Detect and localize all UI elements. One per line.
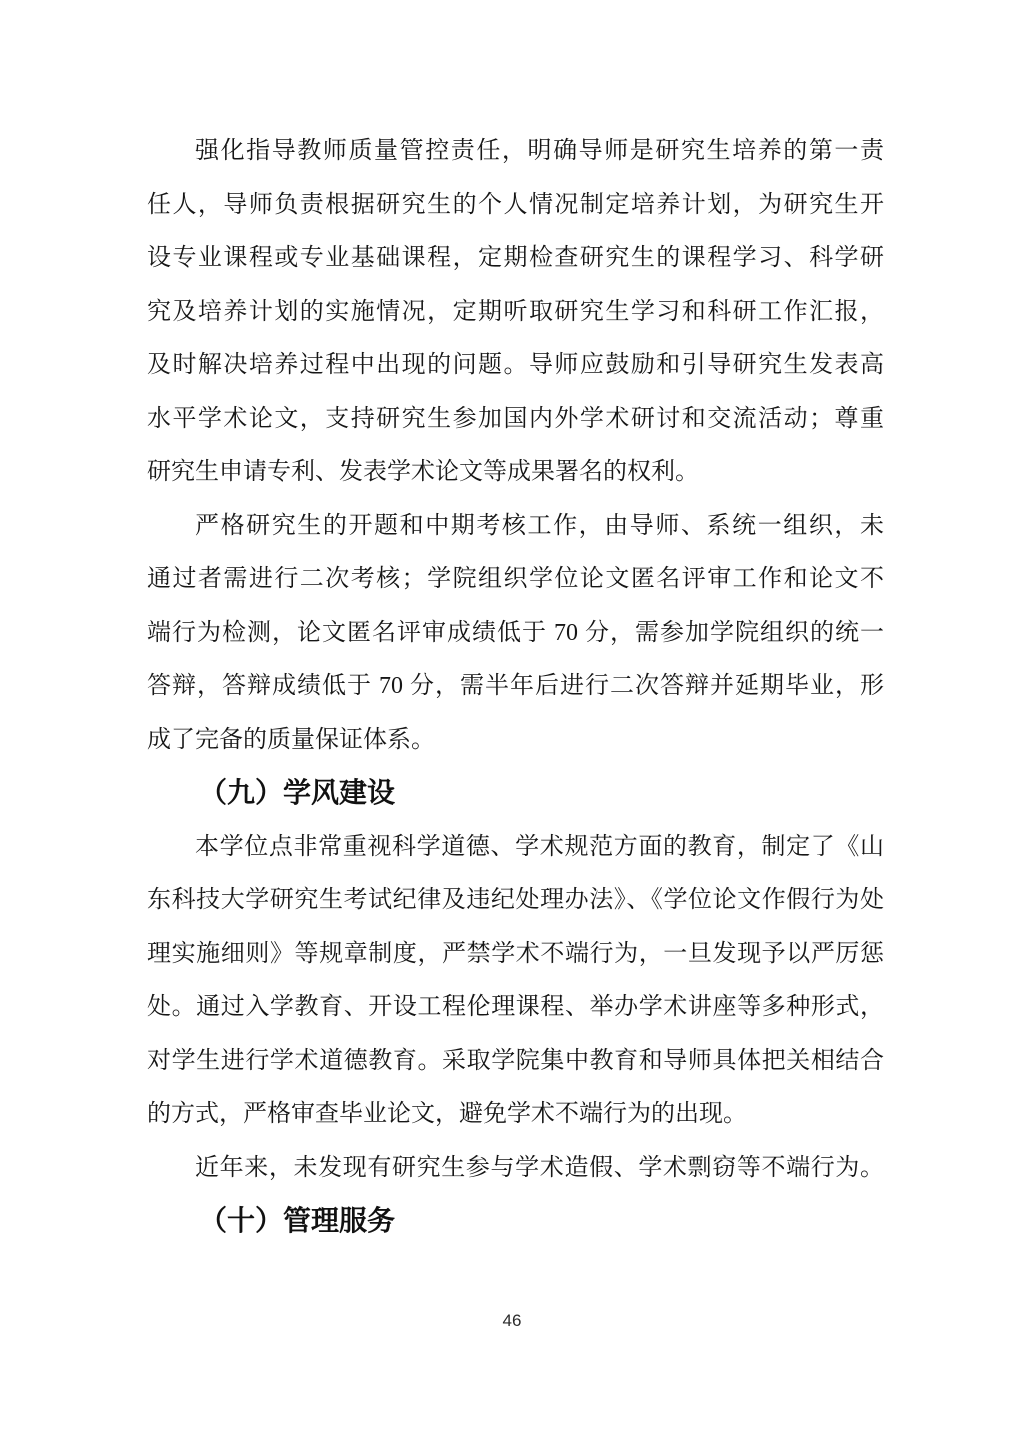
- body-text-line: 设专业课程或专业基础课程，定期检查研究生的课程学习、科学研: [147, 245, 884, 271]
- body-text-line: 近年来，未发现有研究生参与学术造假、学术剽窃等不端行为。: [195, 1154, 884, 1181]
- body-text-line: 及时解决培养过程中出现的问题。导师应鼓励和引导研究生发表高: [147, 352, 884, 378]
- body-text-line: 本学位点非常重视科学道德、学术规范方面的教育，制定了《山: [195, 833, 884, 860]
- body-text-line: 通过者需进行二次考核；学院组织学位论文匿名评审工作和论文不: [147, 566, 884, 592]
- body-text-line: 端行为检测，论文匿名评审成绩低于 70 分，需参加学院组织的统一: [147, 619, 884, 646]
- body-text-line: 的方式，严格审查毕业论文，避免学术不端行为的出现。: [147, 1101, 747, 1127]
- body-text-line: 研究生申请专利、发表学术论文等成果署名的权利。: [147, 459, 699, 485]
- body-text-line: 对学生进行学术道德教育。采取学院集中教育和导师具体把关相结合: [147, 1047, 884, 1074]
- body-text-line: 东科技大学研究生考试纪律及违纪处理办法》、《学位论文作假行为处: [147, 887, 884, 913]
- document-body: [147, 125, 884, 1249]
- body-text-line: 理实施细则》等规章制度，严禁学术不端行为，一旦发现予以严厉惩: [147, 940, 884, 967]
- body-text-line: 任人，导师负责根据研究生的个人情况制定培养计划，为研究生开: [147, 191, 884, 218]
- page-footer: [0, 1306, 1024, 1336]
- body-text-line: 水平学术论文，支持研究生参加国内外学术研讨和交流活动；尊重: [147, 405, 884, 432]
- body-text-line: 强化指导教师质量管控责任，明确导师是研究生培养的第一责: [195, 138, 884, 164]
- body-text-line: 处。通过入学教育、开设工程伦理课程、举办学术讲座等多种形式，: [147, 994, 884, 1020]
- section-heading: （十）管理服务: [199, 1206, 396, 1237]
- body-text-line: 成了完备的质量保证体系。: [147, 726, 435, 753]
- body-text-line: 究及培养计划的实施情况，定期听取研究生学习和科研工作汇报，: [147, 298, 884, 325]
- section-heading: （九）学风建设: [199, 778, 396, 809]
- page-number: 46: [502, 1311, 522, 1330]
- body-text-line: 答辩，答辩成绩低于 70 分，需半年后进行二次答辩并延期毕业，形: [147, 673, 884, 699]
- body-text-line: 严格研究生的开题和中期考核工作，由导师、系统一组织，未: [195, 512, 884, 539]
